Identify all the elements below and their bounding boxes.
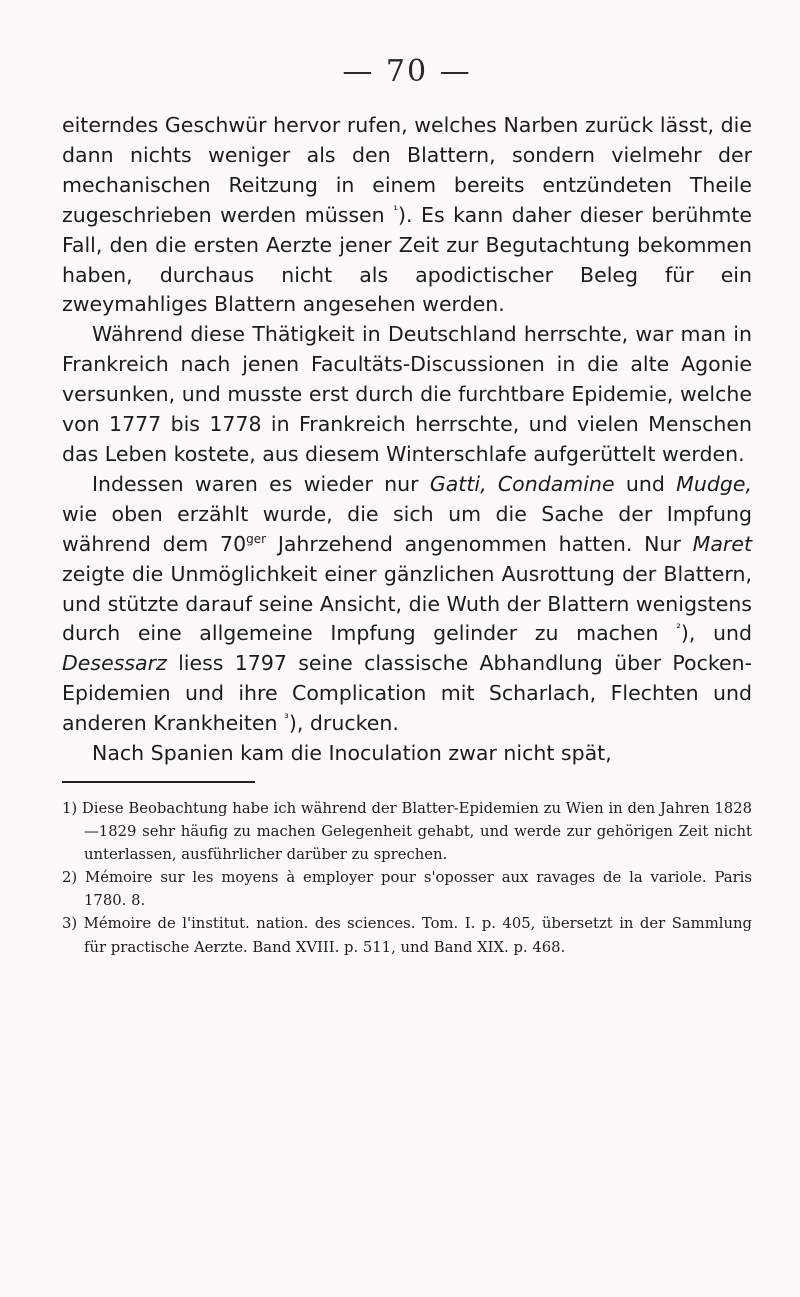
text-run: liess 1797 seine classische Abhandlung über Pocken-Epidemien und ihre Complication mit Scharlach, Flechten und anderen Krankheiten xyxy=(62,651,752,736)
paragraph-2 xyxy=(62,320,752,470)
text-run: zeigte die Unmöglichkeit einer gänzlichen Ausrottung der Blattern, und stützte darauf seine Ansicht, die Wuth der Blattern wenigstens durch eine allgemeine Impfung gelinder zu machen xyxy=(62,561,752,646)
name-mudge: Mudge, xyxy=(676,471,753,496)
text-run: Während diese Thätigkeit in Deutschland herrschte, war man in Frankreich nach jenen Facultäts-Discussionen in die alte Agonie versunken, und musste erst durch die furchtbare Epidemie, welche von 1777 bis 1778 in Frankreich herrschte, und vielen Menschen das Leben kostete, aus diesem Winterschlafe aufgerüttelt werden. xyxy=(62,322,752,466)
footnote-ref-3: ³ xyxy=(284,711,289,726)
text-run: Nach Spanien kam die Inoculation zwar nicht spät, xyxy=(92,741,612,766)
text-run: Indessen waren es wieder nur xyxy=(92,471,430,496)
text-run: und xyxy=(614,471,677,496)
text-run: ). Es kann daher dieser berühmte Fall, den die ersten Aerzte jener Zeit zur Begutachtung bekommen haben, durchaus nicht als apodictischer Beleg für ein zweymahliges Blattern angesehen werden. xyxy=(62,202,752,317)
ordinal-superscript: ger xyxy=(246,531,267,546)
footnote-ref-2: ² xyxy=(676,621,681,636)
text-run: Jahrzehend angenommen hatten. Nur xyxy=(266,531,693,556)
footnote-1: 1) Diese Beobachtung habe ich während der Blatter-Epidemien zu Wien in den Jahren 1828—1829 sehr häufig zu machen Gelegenheit gehabt, und werde zur gehörigen Zeit nicht unterlassen, ausführlicher darüber zu sprechen. xyxy=(62,799,752,864)
name-desessarz: Desessarz xyxy=(62,651,167,676)
paragraph-1 xyxy=(62,111,752,320)
page-number: — 70 — xyxy=(342,54,472,89)
footnote-separator xyxy=(62,781,255,783)
paragraph-3 xyxy=(62,470,752,739)
text-run: wie oben erzählt wurde, die sich um die Sache der Impfung während dem 70 xyxy=(62,501,752,556)
name-maret: Maret xyxy=(692,531,752,556)
text-run: ), drucken. xyxy=(288,711,399,736)
main-text xyxy=(62,111,752,769)
name-gatti-condamine: Gatti, Condamine xyxy=(429,471,615,496)
paragraph-4 xyxy=(62,739,752,769)
text-run: eiterndes Geschwür hervor rufen, welches Narben zurück lässt, die dann nichts weniger als den Blattern, sondern vielmehr der mechanischen Reitzung in einem bereits entzündeten Theile zugeschrieben werden müssen xyxy=(62,113,752,227)
footnote-ref-1: ¹ xyxy=(393,202,398,217)
footnotes xyxy=(62,797,752,959)
footnote-3: 3) Mémoire de l'institut. nation. des sciences. Tom. I. p. 405, übersetzt in der Sammlung für practische Aerzte. Band XVIII. p. 511, und Band XIX. p. 468. xyxy=(62,915,752,956)
footnote-2: 2) Mémoire sur les moyens à employer pour s'oposser aux ravages de la variole. Paris 1780. 8. xyxy=(62,869,752,910)
text-run: ), und xyxy=(680,621,752,646)
